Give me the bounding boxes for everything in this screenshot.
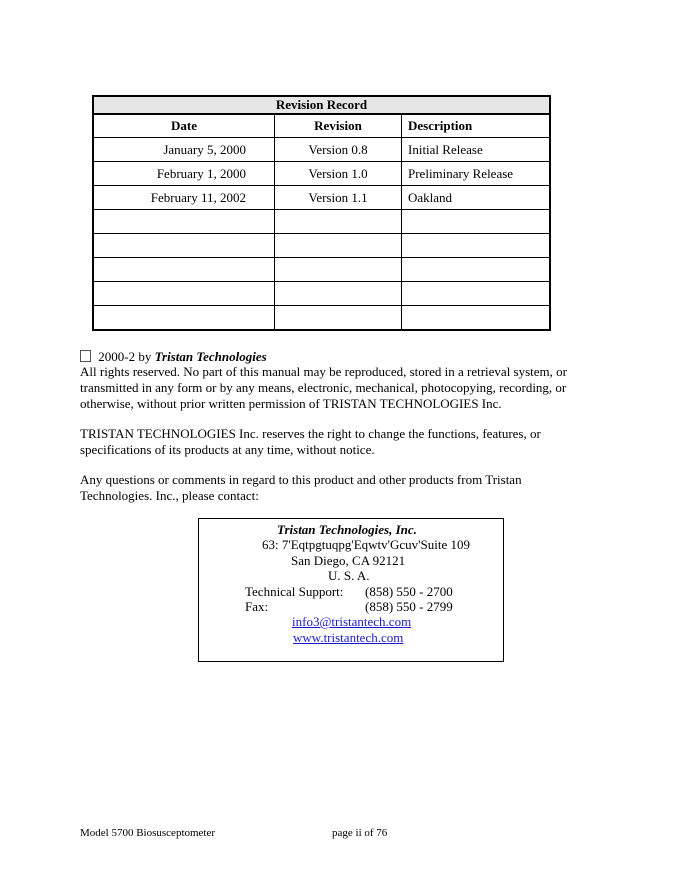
contact-country: U. S. A. — [328, 568, 370, 583]
contact-paragraph: Any questions or comments in regard to this product and other products from Tristan Technologies. Inc., please contact: — [80, 472, 522, 503]
table-row — [93, 162, 550, 186]
copyright-years: 2000-2 by — [98, 349, 152, 364]
cell-description: Preliminary Release — [402, 162, 551, 186]
table-row — [93, 210, 550, 234]
table-title: Revision Record — [93, 96, 550, 114]
copyright-line — [80, 349, 600, 365]
revision-record-table — [92, 95, 551, 331]
cell-date — [93, 210, 275, 234]
cell-date — [93, 306, 275, 331]
cell-date — [93, 282, 275, 306]
cell-description: Initial Release — [402, 138, 551, 162]
cell-revision — [275, 258, 402, 282]
table-row — [93, 282, 550, 306]
table-row — [93, 186, 550, 210]
cell-date: January 5, 2000 — [93, 138, 275, 162]
website-link[interactable]: www.tristantech.com — [293, 630, 404, 645]
contact-address-line2: San Diego, CA 92121 — [291, 553, 406, 568]
cell-date — [93, 234, 275, 258]
table-row — [93, 258, 550, 282]
cell-revision: Version 0.8 — [275, 138, 402, 162]
table-row — [93, 306, 550, 331]
rights-paragraph: All rights reserved. No part of this manual may be reproduced, stored in a retrieval system, or transmitted in any form or by any means, electronic, mechanical, photocopying, recording, or otherwise, without prior written permission of TRISTAN TECHNOLOGIES Inc. — [80, 364, 567, 411]
fax-label: Fax: — [245, 599, 269, 614]
cell-date: February 11, 2002 — [93, 186, 275, 210]
cell-revision — [275, 234, 402, 258]
email-link[interactable]: info3@tristantech.com — [292, 614, 412, 629]
cell-revision — [275, 282, 402, 306]
cell-revision — [275, 306, 402, 331]
cell-revision — [275, 210, 402, 234]
footer-page-number: page ii of 76 — [332, 827, 388, 839]
copyright-company: Tristan Technologies — [154, 349, 267, 364]
cell-description — [402, 234, 551, 258]
fax-phone: (858) 550 - 2799 — [365, 599, 453, 614]
support-label: Technical Support: — [245, 584, 344, 599]
footer-model: Model 5700 Biosusceptometer — [80, 827, 216, 839]
contact-company: Tristan Technologies, Inc. — [277, 522, 417, 537]
cell-description: Oakland — [402, 186, 551, 210]
table-row — [93, 138, 550, 162]
cell-revision: Version 1.0 — [275, 162, 402, 186]
column-header-description: Description — [402, 114, 551, 138]
copyright-symbol-icon — [80, 350, 91, 362]
contact-address-line1: 63: 7'Eqtpgtuqpg'Eqwtv'Gcuv'Suite 109 — [262, 537, 470, 552]
cell-description — [402, 258, 551, 282]
cell-description — [402, 282, 551, 306]
table-row — [93, 234, 550, 258]
cell-date: February 1, 2000 — [93, 162, 275, 186]
contact-box — [198, 518, 504, 662]
cell-date — [93, 258, 275, 282]
cell-description — [402, 210, 551, 234]
column-header-date: Date — [93, 114, 275, 138]
column-header-revision: Revision — [275, 114, 402, 138]
changes-paragraph: TRISTAN TECHNOLOGIES Inc. reserves the right to change the functions, features, or specifications of its products at any time, without notice. — [80, 426, 541, 457]
support-phone: (858) 550 - 2700 — [365, 584, 453, 599]
cell-revision: Version 1.1 — [275, 186, 402, 210]
cell-description — [402, 306, 551, 331]
